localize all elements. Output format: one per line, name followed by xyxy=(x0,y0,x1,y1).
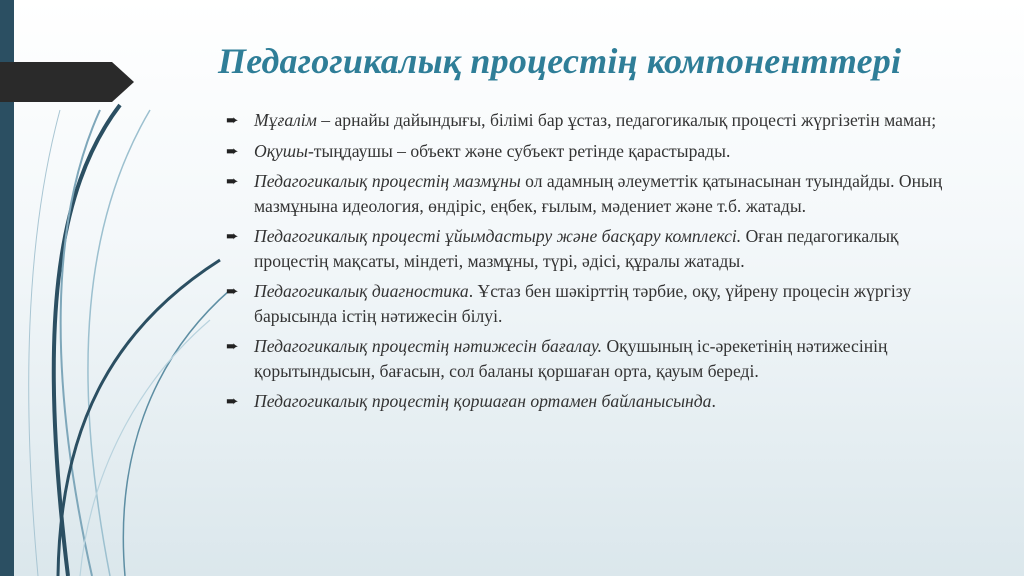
list-item xyxy=(226,139,946,164)
item-text: – арнайы дайындығы, білімі бар ұстаз, педагогикалық процесті жүргізетін маман; xyxy=(316,110,937,130)
list-item xyxy=(226,334,946,383)
arrow-bullet-icon: ➨ xyxy=(226,339,239,355)
arrow-bullet-icon: ➨ xyxy=(226,229,239,245)
item-term: Педагогикалық процестің қоршаған ортамен байланысында xyxy=(254,391,712,411)
item-text: Оқушының іс-әрекетінің нәтижесінің қорытындысын, бағасын, сол баланы қоршаған орта, қауым береді. xyxy=(254,336,888,381)
list-item xyxy=(226,169,946,218)
item-term: Педагогикалық процесті ұйымдастыру және басқару комплексі. xyxy=(254,226,742,246)
item-term: Педагогикалық процестің мазмұны xyxy=(254,171,521,191)
arrow-bullet-icon: ➨ xyxy=(226,174,239,190)
title-arrow-shape xyxy=(0,62,134,102)
list-item xyxy=(226,224,946,273)
item-text: . xyxy=(711,391,716,411)
bullet-list xyxy=(226,108,946,420)
list-item xyxy=(226,108,946,133)
decorative-curves xyxy=(0,0,260,576)
item-text: -тыңдаушы – объект және субъект ретінде қарастырады. xyxy=(307,140,731,161)
arrow-bullet-icon: ➨ xyxy=(226,143,239,160)
item-text: ол адамның әлеуметтік қатынасынан туындайды. Оның мазмұнына идеология, өндіріс, еңбек, ғылым, мәдениет және т.б. жатады. xyxy=(254,171,943,216)
arrow-bullet-icon: ➨ xyxy=(226,284,239,300)
item-term: Педагогикалық процестің нәтижесін бағалау. xyxy=(254,336,603,356)
item-text: Оған педагогикалық процестің мақсаты, міндеті, мазмұны, түрі, әдісі, құралы жатады. xyxy=(254,226,899,271)
item-term: Мұғалім xyxy=(254,110,317,130)
item-term: Оқушы xyxy=(254,140,308,161)
item-term: Педагогикалық диагностика xyxy=(254,281,469,301)
slide-title: Педагогикалық процестің компоненттері xyxy=(218,41,902,81)
item-text: . Ұстаз бен шәкірттің тәрбие, оқу, үйрену процесін жүргізу барысында істің нәтижесін білуі. xyxy=(254,281,912,326)
list-item xyxy=(226,279,946,328)
list-item xyxy=(226,389,946,414)
arrow-bullet-icon: ➨ xyxy=(226,394,239,410)
arrow-bullet-icon: ➨ xyxy=(226,113,239,129)
